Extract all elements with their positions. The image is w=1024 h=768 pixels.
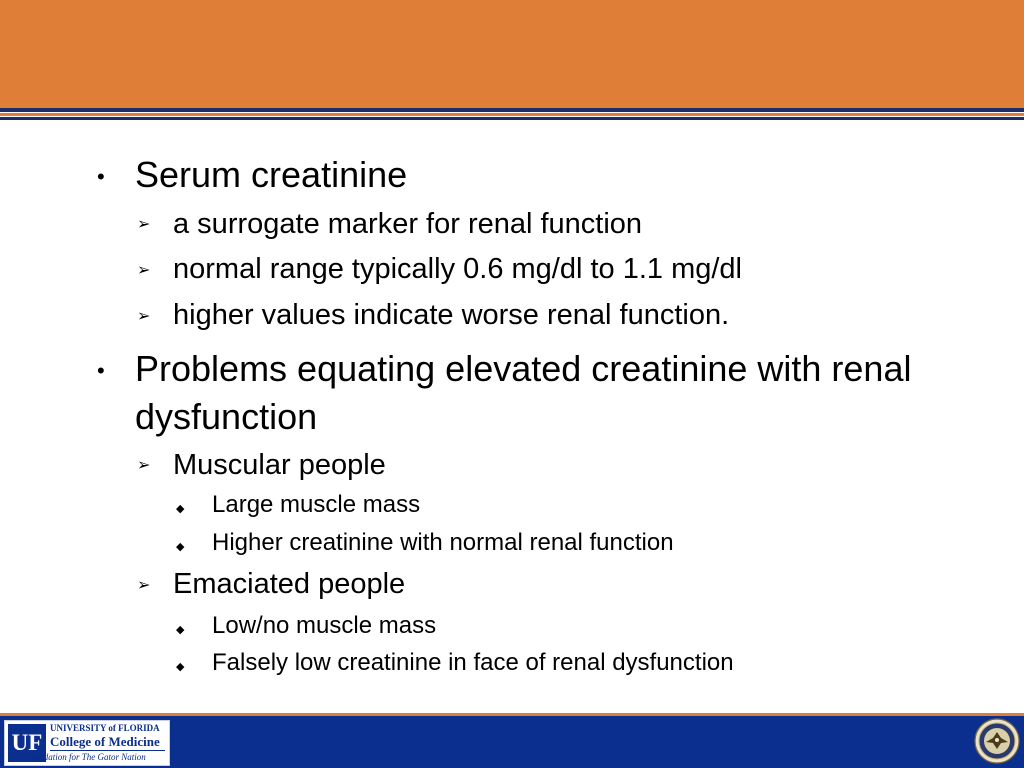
sub-bullet: a surrogate marker for renal function bbox=[173, 208, 643, 240]
sub-sub-bullet: Falsely low creatinine in face of renal dysfunction bbox=[212, 649, 734, 676]
bullet-problems-line2: dysfunction bbox=[135, 396, 318, 437]
sub-sub-bullet: Higher creatinine with normal renal function bbox=[212, 529, 674, 556]
arrow-bullet-icon: ➢ bbox=[137, 308, 151, 325]
sub-sub-bullet: Large muscle mass bbox=[212, 491, 421, 518]
arrow-bullet-icon: ➢ bbox=[137, 262, 151, 279]
sub-bullet: normal range typically 0.6 mg/dl to 1.1 mg/dl bbox=[173, 253, 742, 285]
bullet-problems-line1: Problems equating elevated creatinine with renal bbox=[135, 348, 912, 389]
arrow-bullet-icon: ➢ bbox=[137, 216, 151, 233]
arrow-bullet-icon: ➢ bbox=[137, 457, 151, 474]
va-seal-icon bbox=[974, 718, 1020, 764]
uf-tagline-text: The Foundation for The Gator Nation bbox=[9, 752, 146, 762]
arrow-bullet-icon: ➢ bbox=[137, 577, 151, 594]
uf-university-text: UNIVERSITY of FLORIDA bbox=[50, 723, 160, 733]
uf-mark: UF bbox=[8, 724, 46, 762]
diamond-bullet-icon: ◆ bbox=[176, 503, 185, 515]
uf-college-of-medicine-logo bbox=[4, 720, 170, 766]
uf-logo-rule bbox=[50, 750, 165, 751]
diamond-bullet-icon: ◆ bbox=[176, 541, 185, 553]
sub-bullet: Muscular people bbox=[173, 449, 386, 481]
uf-college-text: College of Medicine bbox=[50, 734, 160, 749]
diamond-bullet-icon: ◆ bbox=[176, 661, 185, 673]
bullet-serum-creatinine: Serum creatinine bbox=[135, 154, 408, 195]
bullet-marker: • bbox=[97, 358, 105, 383]
sub-bullet: higher values indicate worse renal function. bbox=[173, 299, 730, 331]
bullet-marker: • bbox=[97, 164, 105, 189]
sub-bullet: Emaciated people bbox=[173, 568, 406, 600]
diamond-bullet-icon: ◆ bbox=[176, 624, 185, 636]
sub-sub-bullet: Low/no muscle mass bbox=[212, 612, 437, 639]
